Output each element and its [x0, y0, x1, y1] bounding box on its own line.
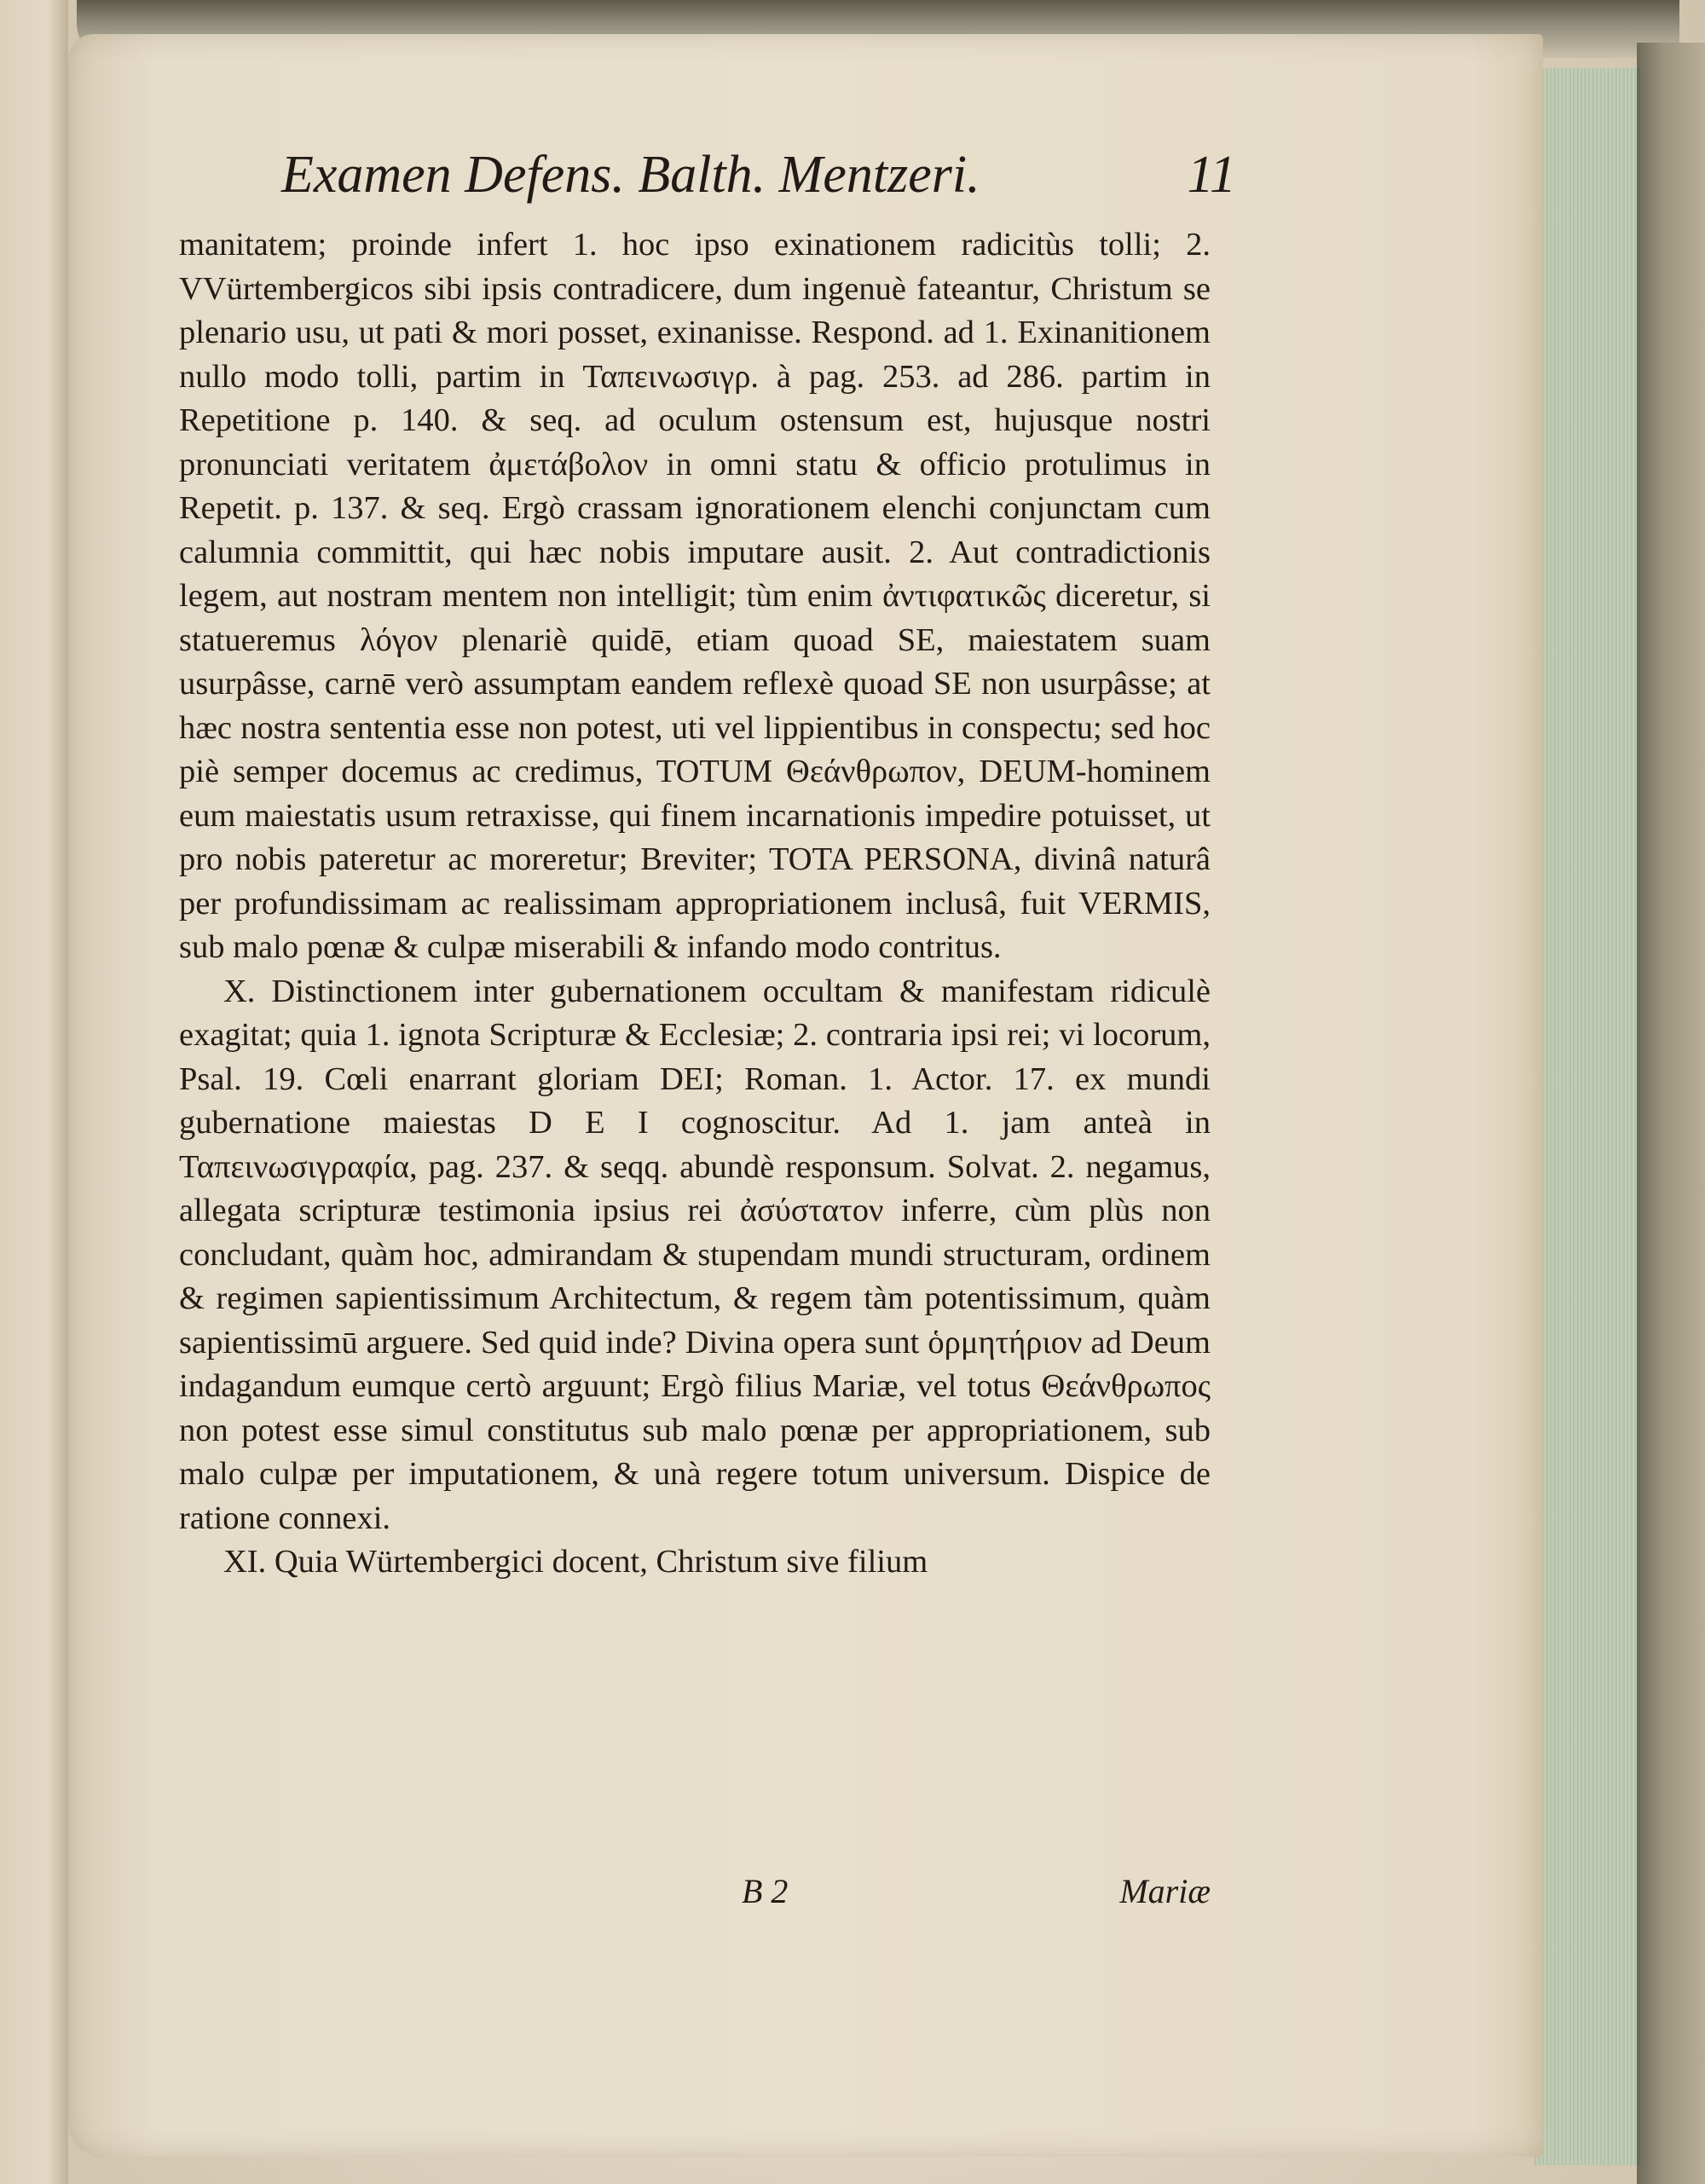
catchword: Mariæ	[1119, 1872, 1211, 1910]
previous-page-edge	[0, 0, 68, 2184]
paragraph-xi: XI. Quia Würtembergici docent, Christum sive filium	[223, 1544, 928, 1580]
book-cover-edge	[1637, 43, 1705, 2184]
page-stack-edges	[1534, 68, 1640, 2165]
page-footer	[742, 1871, 1211, 1922]
paragraph-continuation: manitatem; proinde infert 1. hoc ipso exinationem radicitùs tolli; 2. VVürtembergicos sibi ipsis contradicere, dum ingenuè fateantur, Christum se plenario usu, ut pati & mori posset, exinanisse. Respond. ad 1. Exinanitionem nullo modo tolli, partim in Ταπεινωσιγρ. à pag. 253. ad 286. partim in Repetitione p. 140. & seq. ad oculum ostensum est, hujusque nostri pronunciati veritatem ἀμετάβολον in omni statu & officio protulimus in Repetit. p. 137. & seq. Ergò crassam ignorationem elenchi conjunctam cum calumnia committit, qui hæc nobis imputare ausit. 2. Aut contradictionis legem, aut nostram mentem non intelligit; tùm enim ἀντιφατικῶς diceretur, si statueremus λόγον plenariè quidē, etiam quoad SE, maiestatem suam usurpâsse, carnē verò assumptam eandem reflexè quoad SE non usurpâsse; at hæc nostra sententia esse non potest, uti vel lippientibus in conspectu; sed hoc piè semper docemus ac credimus, TOTUM Θεάνθρωπον, DEUM-hominem eum maiestatis usum retraxisse, qui finem incarnationis impedire potuisset, ut pro nobis pateretur ac moreretur; Breviter; TOTA PERSONA, divinâ naturâ per profundissimam ac realissimam appropriationem inclusâ, fuit VERMIS, sub malo pœnæ & culpæ miserabili & infando modo contritus.	[179, 227, 1211, 965]
paragraph-x: X. Distinctionem inter gubernationem occultam & manifestam ridiculè exagitat; quia 1. ignota Scripturæ & Ecclesiæ; 2. contraria ipsi rei; vi locorum, Psal. 19. Cœli enarrant gloriam DEI; Roman. 1. Actor. 17. ex mundi gubernatione maiestas D E I cognoscitur. Ad 1. jam anteà in Ταπεινωσιγραφία, pag. 237. & seqq. abundè responsum. Solvat. 2. negamus, allegata scripturæ testimonia ipsius rei ἀσύστατον inferre, cùm plùs non concludant, quàm hoc, admirandam & stupendam mundi structuram, ordinem & regimen sapientissimum Architectum, & regem tàm potentissimum, quàm sapientissimū arguere. Sed quid inde? Divina opera sunt ὁρμητήριον ad Deum indagandum eumque certò arguunt; Ergò filius Mariæ, vel totus Θεάνθρωπος non potest esse simul constitutus sub malo pœnæ per appropriationem, sub malo culpæ per imputationem, & unà regere totum universum. Dispice de ratione connexi.	[179, 973, 1211, 1536]
running-header	[281, 145, 1236, 213]
running-title: Examen Defens. Balth. Mentzeri.	[281, 146, 980, 204]
page-number: 11	[1187, 146, 1236, 204]
body-text	[179, 223, 1211, 1585]
signature-mark: B 2	[742, 1872, 789, 1910]
